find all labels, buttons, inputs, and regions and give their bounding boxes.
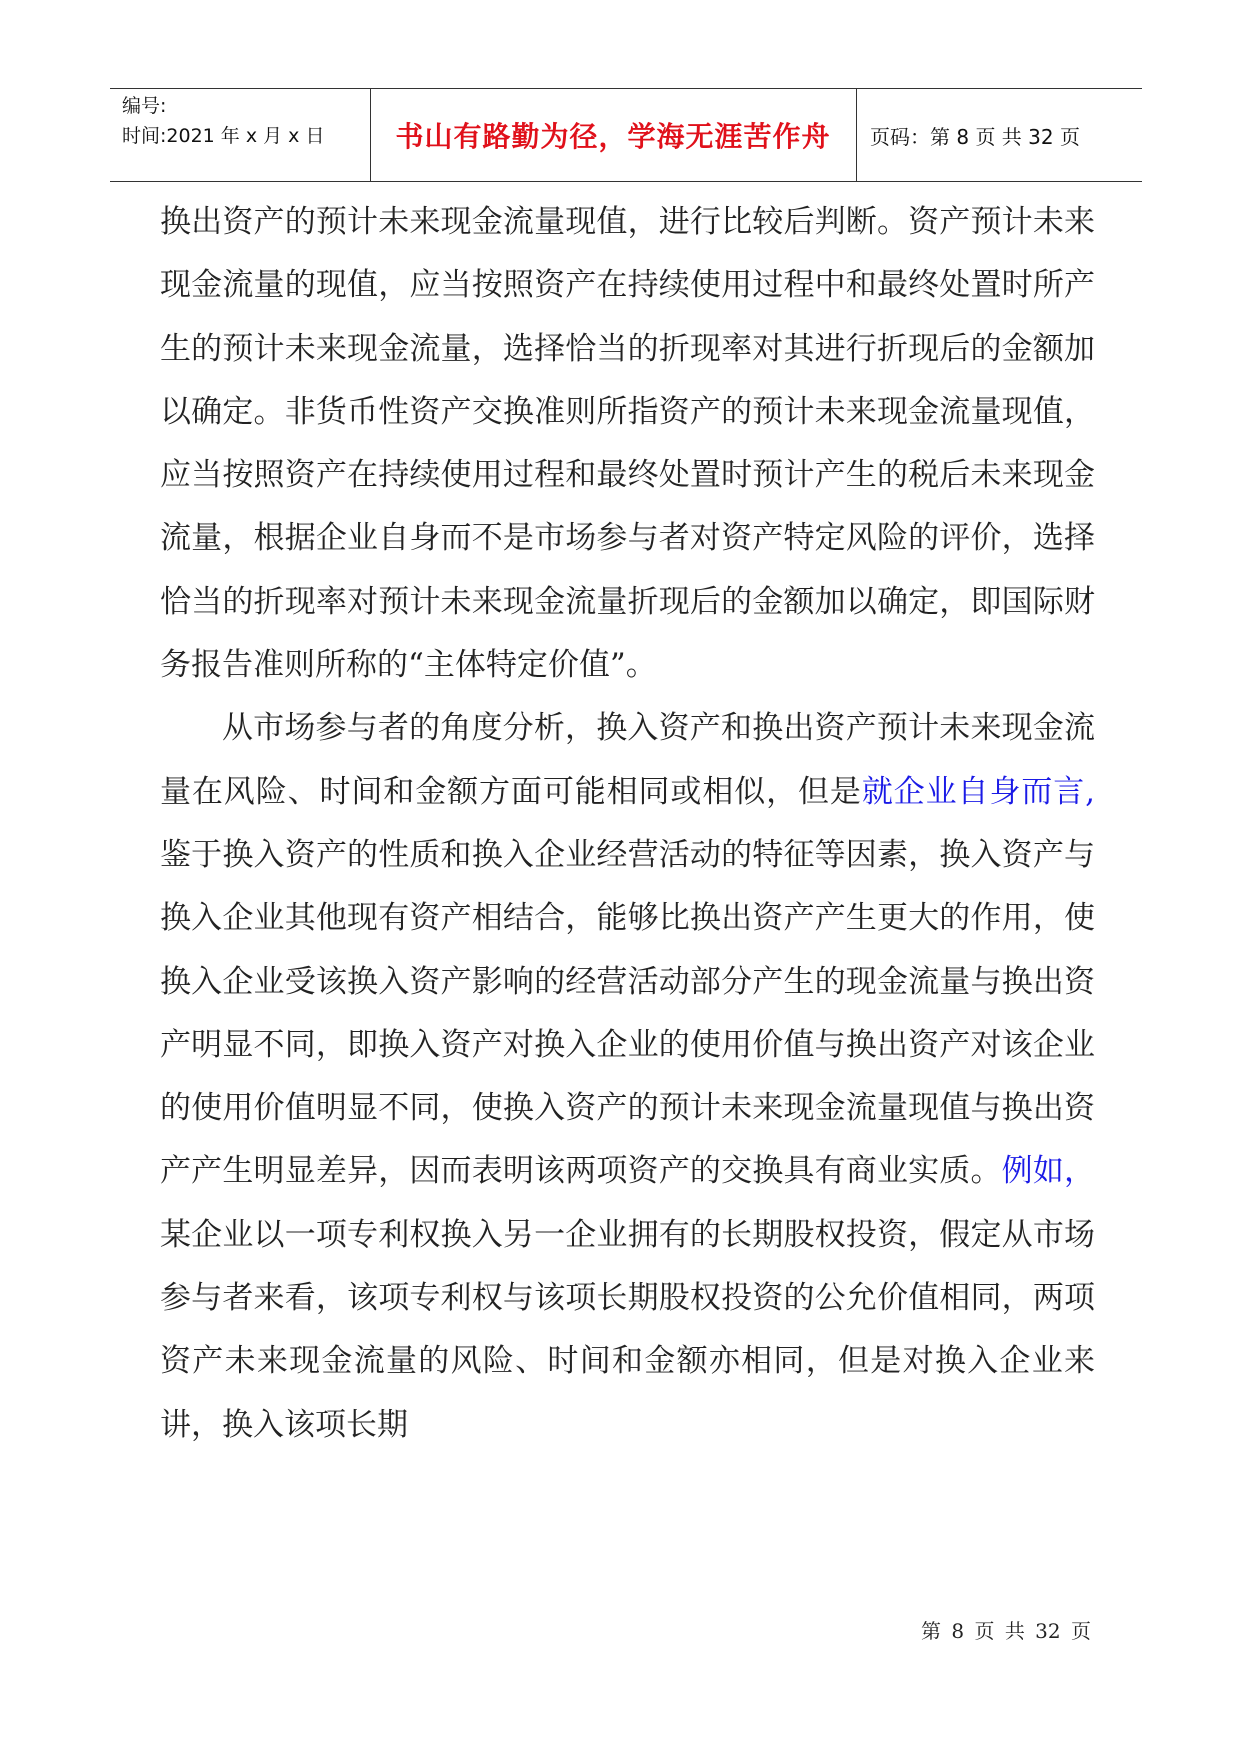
highlighted-phrase: 例如，: [1001, 1153, 1096, 1190]
header-motto: 书山有路勤为径，学海无涯苦作舟: [395, 120, 831, 153]
header-page-info: 页码：第 8 页 共 32 页: [870, 124, 1080, 149]
paragraph-text: 鉴于换入资产的性质和换入企业经营活动的特征等因素，换入资产与换入企业其他现有资产相结合，能够比换出资产产生更大的作用，使换入企业受该换入资产影响的经营活动部分产生的现金流量与换出资产明显不同，即换入资产对换入企业的使用价值与换出资产对该企业的使用价值明显不同，使换入资产的预计未来现金流量现值与换出资产产生明显差异，因而表明该两项资产的交换具有商业实质。: [160, 836, 1095, 1190]
document-number-label: 编号:: [122, 95, 167, 117]
page-header: [110, 88, 1142, 182]
document-body: [160, 191, 1095, 1457]
paragraph-text: 从市场参与者的角度分析，换入资产和换出资产预计未来现金流量在风险、时间和金额方面可能相同或相似，但是: [160, 710, 1095, 810]
paragraph-text: 某企业以一项专利权换入另一企业拥有的长期股权投资，假定从市场参与者来看，该项专利权与该项长期股权投资的公允价值相同，两项资产未来现金流量的风险、时间和金额亦相同，但是对换入企业来讲，换入该项长期: [160, 1216, 1095, 1443]
header-divider-right: [856, 89, 857, 181]
highlighted-phrase: 就企业自身而言,: [861, 773, 1096, 810]
paragraph-continued: 换出资产的预计未来现金流量现值，进行比较后判断。资产预计未来现金流量的现值，应当按照资产在持续使用过程中和最终处置时所产生的预计未来现金流量，选择恰当的折现率对其进行折现后的金额加以确定。非货币性资产交换准则所指资产的预计未来现金流量现值，应当按照资产在持续使用过程和最终处置时预计产生的税后未来现金流量，根据企业自身而不是市场参与者对资产特定风险的评价，选择恰当的折现率对预计未来现金流量折现后的金额加以确定，即国际财务报告准则所称的“主体特定价值”。: [160, 204, 1095, 684]
document-time-label: 时间:2021 年 x 月 x 日: [122, 125, 325, 147]
paragraph-market-participant: [160, 697, 1095, 1457]
page-footer: 第 8 页 共 32 页: [921, 1619, 1091, 1643]
